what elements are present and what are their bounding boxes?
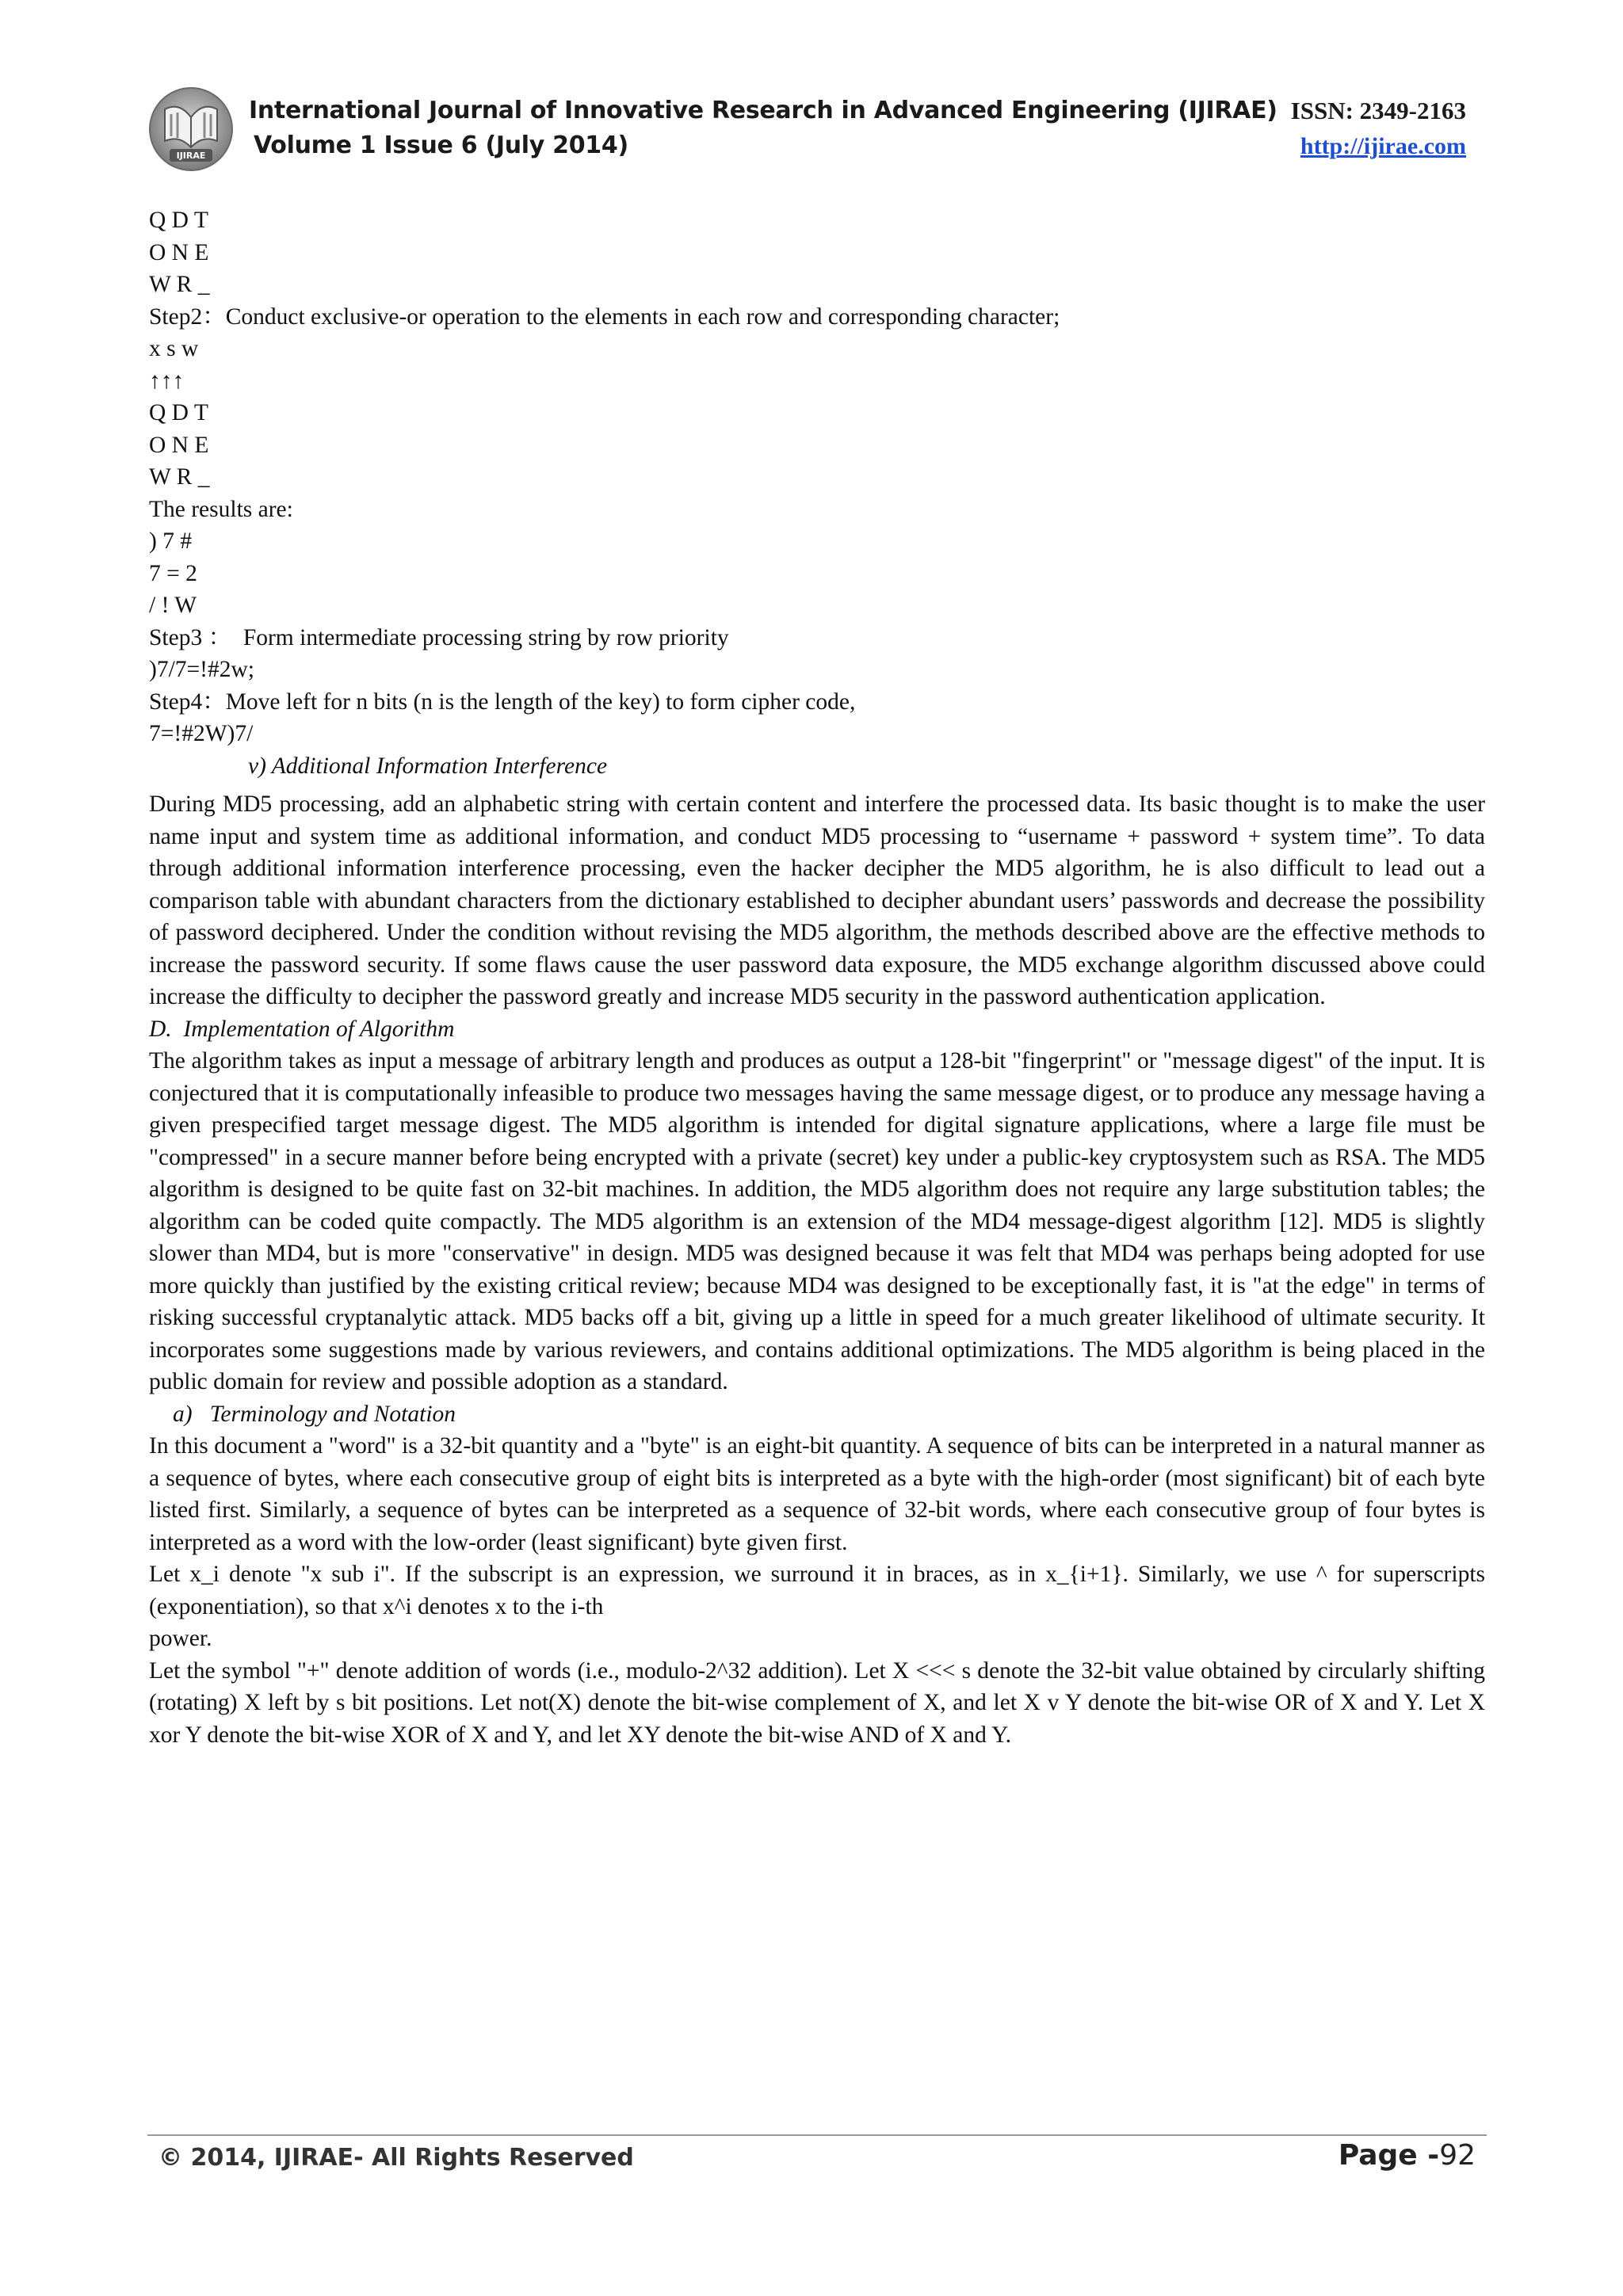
section-heading-a: a) Terminology and Notation [173,1401,456,1427]
page-label: Page - [1338,2139,1440,2172]
step3-value: )7/7=!#2w; [149,657,254,682]
paragraph-terminology-2: Let x_i denote "x sub i". If the subscript is an expression, we surround it in braces, as in x_{i+1}. Similarly, we use ^ for superscripts (exponentiation), so that x^i denotes x to the i-th [149,1562,1485,1619]
ijirae-logo-icon [147,86,235,173]
svg-text:IJIRAE: IJIRAE [176,151,206,161]
grid1-row-1: Q D T [149,208,208,233]
step4-value: 7=!#2W)7/ [149,721,254,746]
footer-divider [147,2134,1487,2136]
journal-title: International Journal of Innovative Research in Advanced Engineering (IJIRAE) [249,97,1277,124]
paragraph-terminology-1: In this document a "word" is a 32-bit quantity and a "byte" is an eight-bit quantity. A sequence of bits can be interpreted in a natural manner as a sequence of bytes, where each consecutive group of eight bits is interpreted as a byte with the high-order (most significant) bit of each byte listed first. Similarly, a sequence of bytes can be interpreted as a sequence of 32-bit words, where each consecutive group of four bytes is interpreted as a word with the low-order (least significant) byte given first. [149,1433,1485,1555]
article-body [149,204,1485,1751]
step4-text: Step4：Move left for n bits (n is the length of the key) to form cipher code, [149,688,856,715]
step3-text: Step3 ： Form intermediate processing string by row priority [149,624,729,650]
result-row-2: 7 = 2 [149,560,197,586]
journal-volume: Volume 1 Issue 6 (July 2014) [254,132,628,159]
paragraph-additional-info: During MD5 processing, add an alphabetic string with certain content and interfere the processed data. Its basic thought is to make the user name input and system time as additional information, and conduct MD5 processing to “username + password + system time”. To data through additional information interference processing, even the hacker decipher the MD5 algorithm, he is also difficult to lead out a comparison table with abundant characters from the dictionary established to decipher abundant users’ passwords and decrease the possibility of password deciphered. Under the condition without revising the MD5 algorithm, the methods described above are the effective methods to increase the password security. If some flaws cause the user password data exposure, the MD5 exchange algorithm discussed above could increase the difficulty to decipher the password greatly and increase MD5 security in the password authentication application. [149,791,1485,1009]
xsw-row: x s w [149,336,199,361]
grid2-row-3: W R _ [149,464,210,490]
arrows-row: ↑↑↑ [149,368,185,394]
grid2-row-2: O N E [149,432,209,458]
step2-text: Step2：Conduct exclusive-or operation to the elements in each row and corresponding character; [149,303,1060,330]
section-heading-v: v) Additional Information Interference [248,753,608,779]
results-label: The results are: [149,496,293,522]
section-heading-d: D. Implementation of Algorithm [149,1016,455,1042]
page-number: 92 [1439,2139,1476,2172]
paragraph-terminology-3: Let the symbol "+" denote addition of words (i.e., modulo-2^32 addition). Let X <<< s denote the 32-bit value obtained by circularly shifting (rotating) X left by s bit positions. Let not(X) denote the bit-wise complement of X, and let X v Y denote the bit-wise OR of X and Y. Let X xor Y denote the bit-wise XOR of X and Y, and let XY denote the bit-wise AND of X and Y. [149,1657,1485,1748]
result-row-3: / ! W [149,593,197,618]
footer-page-number [1338,2139,1476,2172]
issn: ISSN: 2349-2163 [1290,97,1466,124]
grid1-row-3: W R _ [149,272,210,297]
footer-copyright: © 2014, IJIRAE- All Rights Reserved [158,2144,634,2172]
grid1-row-2: O N E [149,239,209,265]
paragraph-terminology-2-end: power. [149,1626,212,1651]
page-header [147,86,1466,173]
result-row-1: ) 7 # [149,528,193,554]
grid2-row-1: Q D T [149,400,208,425]
journal-url-link[interactable]: http://ijirae.com [1300,133,1466,159]
paragraph-implementation: The algorithm takes as input a message of arbitrary length and produces as output a 128-bit "fingerprint" or "message digest" of the input. It is conjectured that it is computationally infeasible to produce two messages having the same message digest, or to produce any message having a given prespecified target message digest. The MD5 algorithm is intended for digital signature applications, where a large file must be "compressed" in a secure manner before being encrypted with a private (secret) key under a public-key cryptosystem such as RSA. The MD5 algorithm is designed to be quite fast on 32-bit machines. In addition, the MD5 algorithm does not require any large substitution tables; the algorithm can be coded quite compactly. The MD5 algorithm is an extension of the MD4 message-digest algorithm [12]. MD5 is slightly slower than MD4, but is more "conservative" in design. MD5 was designed because it was felt that MD4 was perhaps being adopted for use more quickly than justified by the existing critical review; because MD4 was designed to be exceptionally fast, it is "at the edge" in terms of risking successful cryptanalytic attack. MD5 backs off a bit, giving up a little in speed for a much greater likelihood of ultimate security. It incorporates some suggestions made by various reviewers, and contains additional optimizations. The MD5 algorithm is being placed in the public domain for review and possible adoption as a standard. [149,1048,1485,1394]
